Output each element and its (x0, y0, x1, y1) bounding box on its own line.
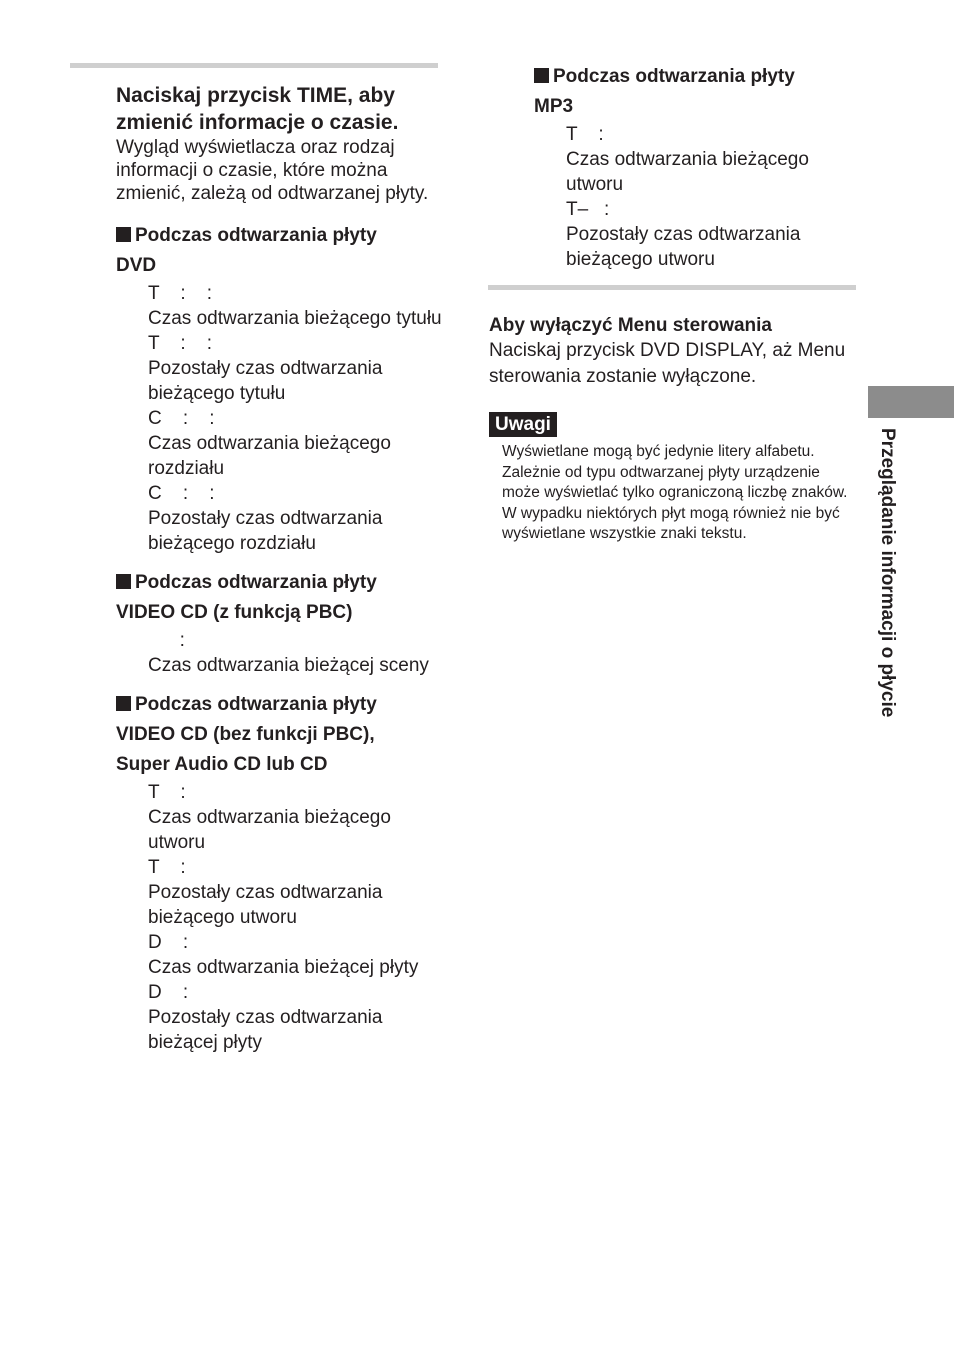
time-description: Czas odtwarzania bieżącej sceny (148, 655, 429, 676)
time-code: T : : (148, 333, 213, 354)
top-divider-left (70, 63, 438, 68)
item-list (534, 122, 854, 272)
section-heading-line: Super Audio CD lub CD (116, 754, 328, 775)
time-code: C : : (148, 483, 215, 504)
time-description: Czas odtwarzania bieżącego utworu (148, 807, 391, 853)
square-bullet-icon (116, 696, 131, 711)
time-code: C : : (148, 408, 215, 429)
time-description: Pozostały czas odtwarzania bieżącego rozdziału (148, 508, 383, 554)
time-code: T : : (148, 283, 213, 304)
notes-badge: Uwagi (489, 412, 557, 437)
time-description: Pozostały czas odtwarzania bieżącego utworu (566, 224, 801, 270)
time-code: T : (566, 124, 604, 145)
section-heading-line: DVD (116, 255, 157, 276)
section-heading-line: VIDEO CD (z funkcją PBC) (116, 602, 353, 623)
section-video-cd-no-pbc (116, 690, 446, 1055)
section-heading: Podczas odtwarzania płyty (116, 690, 446, 720)
time-description: Pozostały czas odtwarzania bieżącego tytułu (148, 358, 383, 404)
time-code: T : (148, 782, 186, 803)
notes-text: Wyświetlane mogą być jedynie litery alfabetu. Zależnie od typu odtwarzanej płyty urządzenie może wyświetlać tylko ograniczoną liczbę znaków. W wypadku niektórych płyt mogą również nie być wyświetlane wszystkie znaki tekstu. (502, 443, 848, 542)
time-description: Pozostały czas odtwarzania bieżącej płyty (148, 1007, 383, 1053)
menu-off-text: Naciskaj przycisk DVD DISPLAY, aż Menu sterowania zostanie wyłączone. (489, 340, 846, 387)
square-bullet-icon (534, 68, 549, 83)
time-description: Czas odtwarzania bieżącego rozdziału (148, 433, 391, 479)
divider-right (488, 285, 856, 290)
time-code: : (148, 630, 185, 651)
right-column-top (534, 62, 854, 284)
time-code: T– : (566, 199, 610, 220)
section-video-cd-pbc (116, 568, 446, 678)
menu-off-title: Aby wyłączyć Menu sterowania (489, 315, 772, 336)
intro-text: Wygląd wyświetlacza oraz rodzaj informacji o czasie, które można zmienić, zależą od odtwarzanej płyty. (116, 137, 429, 204)
left-column (116, 82, 446, 1067)
section-heading: Podczas odtwarzania płyty (116, 568, 446, 598)
time-code: T : (148, 857, 186, 878)
square-bullet-icon (116, 574, 131, 589)
section-heading-line: VIDEO CD (bez funkcji PBC), (116, 724, 375, 745)
item-list (116, 281, 446, 556)
right-column-bottom (489, 313, 854, 545)
side-tab-label: Przeglądanie informacji o płycie (877, 428, 898, 718)
square-bullet-icon (116, 227, 131, 242)
time-description: Czas odtwarzania bieżącego utworu (566, 149, 809, 195)
step-title: Naciskaj przycisk TIME, aby zmienić informacje o czasie. (116, 84, 399, 134)
time-code: D : (148, 932, 189, 953)
section-heading-line: MP3 (534, 96, 574, 117)
time-description: Pozostały czas odtwarzania bieżącego utworu (148, 882, 383, 928)
time-description: Czas odtwarzania bieżącego tytułu (148, 308, 442, 329)
time-code: D : (148, 982, 189, 1003)
time-description: Czas odtwarzania bieżącej płyty (148, 957, 419, 978)
item-list (116, 628, 446, 678)
item-list (116, 780, 446, 1055)
side-tab-marker (868, 386, 954, 418)
section-heading: Podczas odtwarzania płyty (116, 221, 446, 251)
section-heading: Podczas odtwarzania płyty (534, 62, 854, 92)
section-mp3 (534, 62, 854, 272)
section-dvd (116, 221, 446, 556)
